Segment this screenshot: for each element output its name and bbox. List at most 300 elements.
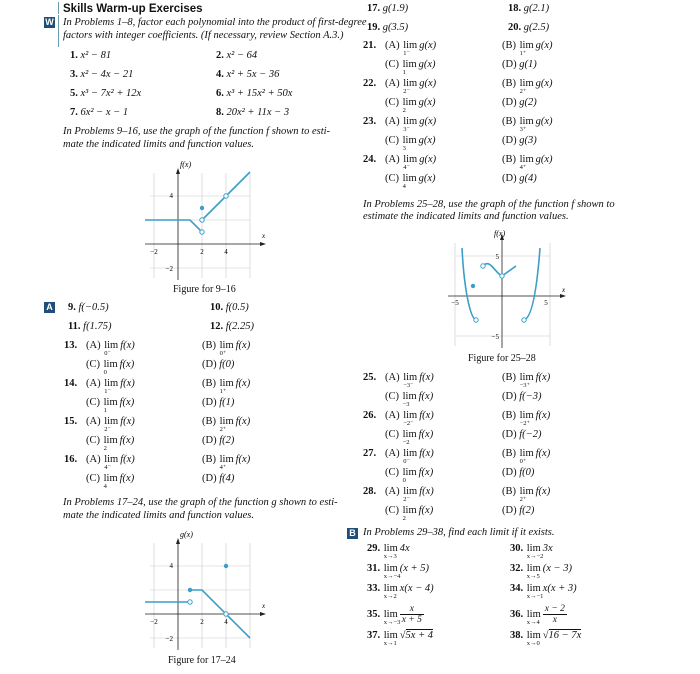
problem-number: 7. xyxy=(70,107,78,118)
function-value: f(−3) xyxy=(519,391,542,402)
option-label: (A) xyxy=(385,486,400,497)
option-label: (A) xyxy=(86,340,101,351)
function-expr: f(x) xyxy=(535,486,551,497)
lim-word: lim xyxy=(403,372,418,383)
lim-operator xyxy=(219,454,234,471)
problem-item xyxy=(216,50,257,62)
option-a xyxy=(385,40,437,57)
lim-operator xyxy=(383,543,398,560)
problem-number: 28. xyxy=(363,486,377,497)
option-d xyxy=(502,97,537,109)
lim-operator xyxy=(402,391,417,408)
option-d xyxy=(502,505,534,517)
lim-operator xyxy=(383,583,398,600)
problem-item xyxy=(510,543,553,560)
option-label: (C) xyxy=(385,59,399,70)
option-label: (C) xyxy=(385,429,399,440)
x-label: x xyxy=(262,232,266,240)
lim-subscript: 0 xyxy=(402,477,406,484)
lim-operator xyxy=(402,97,417,114)
tick-label: 5 xyxy=(495,253,499,261)
tick-label: 4 xyxy=(224,248,228,256)
problem-item xyxy=(68,321,111,333)
problem-item xyxy=(210,302,249,314)
problem-expression: g(1.9) xyxy=(382,3,409,14)
lim-word: lim xyxy=(519,486,534,497)
lim-word: lim xyxy=(526,583,541,594)
lim-subscript: 4⁻ xyxy=(104,464,111,471)
option-label: (D) xyxy=(502,135,517,146)
lim-subscript: −3 xyxy=(402,401,410,408)
function-expr: g(x) xyxy=(535,40,553,51)
lim-subscript: 4 xyxy=(402,183,406,190)
lim-operator xyxy=(519,78,534,95)
problem-item xyxy=(510,604,567,625)
lim-subscript: −3⁺ xyxy=(519,382,530,389)
lim-operator xyxy=(402,59,417,76)
open-point xyxy=(200,218,204,222)
function-value: f(−2) xyxy=(519,429,542,440)
lim-operator xyxy=(519,40,534,57)
tick-label: 2 xyxy=(200,248,204,256)
y-label: f(x) xyxy=(180,160,192,169)
function-expr: f(x) xyxy=(119,397,135,408)
option-d xyxy=(502,467,534,479)
tick-label: 4 xyxy=(224,618,228,626)
option-b xyxy=(502,40,553,57)
lim-subscript: x→−4 xyxy=(383,573,401,580)
tick-label: −5 xyxy=(451,299,459,307)
option-c xyxy=(385,97,436,114)
function-expr: g(x) xyxy=(535,116,553,127)
lim-subscript: 3 xyxy=(402,145,406,152)
problem-expression: g(3.5) xyxy=(382,22,409,33)
problem-item xyxy=(216,107,289,119)
option-label: (A) xyxy=(86,416,101,427)
problem-expression: f(0.5) xyxy=(225,302,249,313)
problem-number: 5. xyxy=(70,88,78,99)
lim-word: lim xyxy=(403,78,418,89)
lim-operator xyxy=(402,429,417,446)
graph-curve-middle xyxy=(483,264,516,276)
option-a xyxy=(385,448,434,465)
grid xyxy=(455,243,550,346)
problem-expression: (x − 3) xyxy=(542,563,573,574)
option-label: (B) xyxy=(502,154,516,165)
lim-subscript: 0⁺ xyxy=(519,458,527,465)
function-expr: f(x) xyxy=(535,410,551,421)
function-expr: f(x) xyxy=(418,505,434,516)
lim-subscript: 2 xyxy=(103,445,107,452)
problem-expression: x(x − 4) xyxy=(399,583,434,594)
option-label: (B) xyxy=(502,116,516,127)
problem-item xyxy=(367,583,434,600)
function-expr: g(x) xyxy=(535,78,553,89)
section-title: Skills Warm-up Exercises xyxy=(63,3,203,15)
lim-operator xyxy=(403,116,418,133)
option-a xyxy=(86,416,135,433)
lim-subscript: 3⁻ xyxy=(403,126,410,133)
lim-word: lim xyxy=(219,454,234,465)
lim-subscript: 1 xyxy=(402,69,406,76)
fraction xyxy=(400,604,424,625)
lim-subscript: x→3 xyxy=(383,553,397,560)
problem-item xyxy=(210,321,254,333)
option-a xyxy=(385,154,437,171)
lim-operator xyxy=(383,608,401,626)
problem-number: 6. xyxy=(216,88,224,99)
option-label: (A) xyxy=(385,116,400,127)
option-b xyxy=(502,486,551,503)
option-d xyxy=(502,135,537,147)
function-value: g(2) xyxy=(519,97,537,108)
problem-expression: x³ + 15x² + 50x xyxy=(226,88,293,99)
lim-subscript: x→1 xyxy=(383,640,397,647)
function-value: f(2) xyxy=(519,505,535,516)
problem-item xyxy=(70,88,141,100)
grid xyxy=(150,543,250,648)
function-expr: f(x) xyxy=(120,340,135,351)
problem-number: 36. xyxy=(510,608,524,620)
problem-expression: f(−0.5) xyxy=(78,302,109,313)
lim-operator xyxy=(519,486,534,503)
lim-subscript: x→0 xyxy=(526,640,540,647)
lim-subscript: −2⁻ xyxy=(403,420,414,427)
lim-word: lim xyxy=(219,340,234,351)
lim-word: lim xyxy=(519,116,534,127)
lim-word: lim xyxy=(219,378,234,389)
lim-subscript: 4⁺ xyxy=(519,164,527,171)
lim-operator xyxy=(103,359,118,376)
tick-label: −2 xyxy=(165,635,173,643)
lim-word: lim xyxy=(383,608,398,620)
tick-label: −2 xyxy=(150,618,158,626)
lim-operator xyxy=(104,340,119,357)
lim-subscript: 2⁺ xyxy=(219,426,227,433)
lim-operator xyxy=(219,416,234,433)
option-label: (B) xyxy=(202,416,216,427)
warmup-badge: W xyxy=(45,17,54,27)
lim-word: lim xyxy=(104,378,119,389)
lim-word: lim xyxy=(383,583,398,594)
problem-number: 14. xyxy=(64,378,78,389)
problem-expression: x² − 4x − 21 xyxy=(80,69,134,80)
option-a xyxy=(385,116,437,133)
intro-17-24-line-1: In Problems 17–24, use the graph of the function g shown to esti- xyxy=(63,497,338,508)
lim-subscript: x→−1 xyxy=(526,593,544,600)
problem-item xyxy=(510,563,573,580)
problem-item xyxy=(367,543,410,560)
option-label: (C) xyxy=(86,359,100,370)
figure-caption-25-28: Figure for 25–28 xyxy=(468,353,536,364)
option-b xyxy=(502,154,553,171)
open-point xyxy=(200,230,204,234)
lim-word: lim xyxy=(403,486,418,497)
y-label: f(x) xyxy=(494,229,506,238)
function-value: g(1) xyxy=(519,59,537,70)
lim-operator xyxy=(383,563,401,580)
tick-label: 5 xyxy=(544,299,548,307)
problem-number: 18. xyxy=(508,3,522,14)
option-d xyxy=(202,435,234,447)
level-b-badge: B xyxy=(347,528,358,539)
lim-operator xyxy=(526,563,541,580)
problem-number: 20. xyxy=(508,22,522,33)
option-b xyxy=(502,410,551,427)
option-a xyxy=(86,378,135,395)
header-rule xyxy=(58,2,59,14)
tick-label: 4 xyxy=(169,562,173,570)
problem-expression: x² + 5x − 36 xyxy=(226,69,280,80)
lim-word: lim xyxy=(519,154,534,165)
option-b xyxy=(502,448,551,465)
radical-icon: √ xyxy=(399,630,406,641)
open-point xyxy=(500,274,504,278)
open-point xyxy=(481,264,485,268)
lim-subscript: x→5 xyxy=(526,573,540,580)
problem-expression: x² − 64 xyxy=(226,50,258,61)
problem-number: 3. xyxy=(70,69,78,80)
option-c xyxy=(86,397,135,414)
grid xyxy=(150,173,250,278)
lim-word: lim xyxy=(402,173,417,184)
lim-subscript: −2⁺ xyxy=(519,420,530,427)
function-value: g(3) xyxy=(519,135,537,146)
problem-expression: f(2.25) xyxy=(225,321,255,332)
problem-number: 10. xyxy=(210,302,224,313)
problem-item xyxy=(68,302,109,314)
lim-operator xyxy=(526,543,544,560)
lim-word: lim xyxy=(402,505,417,516)
problem-number: 34. xyxy=(510,583,524,594)
option-c xyxy=(385,467,434,484)
lim-operator xyxy=(519,154,534,171)
lim-word: lim xyxy=(103,435,118,446)
lim-operator xyxy=(383,630,398,647)
open-point xyxy=(522,318,526,322)
intro-line-2: factors with integer coefficients. (If necessary, review Section A.3.) xyxy=(63,30,344,41)
function-expr: f(x) xyxy=(419,486,434,497)
option-label: (D) xyxy=(502,429,517,440)
option-label: (D) xyxy=(502,173,517,184)
option-c xyxy=(385,173,436,190)
option-c xyxy=(385,135,436,152)
lim-operator xyxy=(403,410,418,427)
function-expr: f(x) xyxy=(418,429,434,440)
lim-word: lim xyxy=(383,543,398,554)
problem-number: 15. xyxy=(64,416,78,427)
lim-subscript: −3⁻ xyxy=(403,382,414,389)
graph-curve-right xyxy=(524,248,540,320)
problem-item xyxy=(367,630,434,647)
open-point xyxy=(474,318,478,322)
closed-point xyxy=(471,284,475,288)
lim-subscript: 4⁻ xyxy=(403,164,410,171)
lim-word: lim xyxy=(526,608,541,620)
option-d xyxy=(202,359,234,371)
problem-number: 22. xyxy=(363,78,377,89)
problem-expression: 20x² + 11x − 3 xyxy=(226,107,290,118)
lim-word: lim xyxy=(519,410,534,421)
intro-25-28-line-2: estimate the indicated limits and function values. xyxy=(363,211,569,222)
lim-word: lim xyxy=(104,454,119,465)
function-expr: f(x) xyxy=(119,473,135,484)
problem-number: 1. xyxy=(70,50,78,61)
function-expr: g(x) xyxy=(418,97,436,108)
option-d xyxy=(502,391,541,403)
option-label: (C) xyxy=(385,135,399,146)
option-a xyxy=(86,454,135,471)
open-point xyxy=(224,612,228,616)
option-label: (A) xyxy=(385,154,400,165)
option-label: (D) xyxy=(202,359,217,370)
function-value: f(1) xyxy=(219,397,235,408)
level-a-badge: A xyxy=(44,302,55,313)
problem-number: 19. xyxy=(367,22,381,33)
problem-item xyxy=(367,22,408,34)
lim-subscript: 0 xyxy=(103,369,107,376)
lim-operator xyxy=(402,467,417,484)
option-label: (B) xyxy=(502,448,516,459)
function-value: f(4) xyxy=(219,473,235,484)
function-expr: f(x) xyxy=(235,340,251,351)
problem-item xyxy=(367,563,430,580)
function-expr: f(x) xyxy=(535,448,551,459)
problem-number: 35. xyxy=(367,608,381,620)
problem-expression: x³ − 7x² + 12x xyxy=(80,88,142,99)
function-expr: f(x) xyxy=(418,467,434,478)
lim-subscript: 1⁻ xyxy=(104,388,111,395)
function-expr: f(x) xyxy=(535,372,551,383)
lim-operator xyxy=(519,410,534,427)
tick-label: −2 xyxy=(150,248,158,256)
lim-subscript: 0⁻ xyxy=(403,458,410,465)
function-expr: f(x) xyxy=(119,435,135,446)
lim-word: lim xyxy=(402,429,417,440)
tick-label: 4 xyxy=(169,192,173,200)
option-a xyxy=(385,372,434,389)
option-label: (C) xyxy=(385,391,399,402)
problem-number: 37. xyxy=(367,630,381,641)
tick-label: 2 xyxy=(200,618,204,626)
option-d xyxy=(202,473,234,485)
lim-word: lim xyxy=(383,563,398,574)
option-label: (D) xyxy=(502,97,517,108)
lim-operator xyxy=(526,630,541,647)
problem-item xyxy=(70,69,133,81)
problem-expression: 6x² − x − 1 xyxy=(80,107,129,118)
closed-point xyxy=(188,588,192,592)
option-label: (C) xyxy=(86,397,100,408)
lim-operator xyxy=(103,473,118,490)
lim-operator xyxy=(104,416,119,433)
option-d xyxy=(502,59,537,71)
lim-subscript: 1 xyxy=(103,407,107,414)
problem-item xyxy=(216,88,292,100)
lim-subscript: x→−2 xyxy=(526,553,544,560)
function-expr: f(x) xyxy=(235,378,251,389)
option-label: (D) xyxy=(202,397,217,408)
option-label: (B) xyxy=(202,378,216,389)
option-label: (A) xyxy=(385,448,400,459)
function-value: f(0) xyxy=(519,467,535,478)
problem-number: 13. xyxy=(64,340,78,351)
option-a xyxy=(385,486,434,503)
problem-expression: 4x xyxy=(399,543,410,554)
lim-word: lim xyxy=(103,473,118,484)
lim-subscript: 3⁺ xyxy=(519,126,527,133)
lim-word: lim xyxy=(402,135,417,146)
option-label: (A) xyxy=(86,378,101,389)
option-label: (B) xyxy=(502,486,516,497)
lim-operator xyxy=(526,583,544,600)
function-value: f(0) xyxy=(219,359,235,370)
option-c xyxy=(385,505,434,522)
lim-operator xyxy=(519,372,534,389)
x-label: x xyxy=(262,602,266,610)
intro-29-38: In Problems 29–38, find each limit if it exists. xyxy=(363,527,555,538)
function-expr: g(x) xyxy=(418,59,436,70)
problem-number: 16. xyxy=(64,454,78,465)
graph-figure-17-24 xyxy=(140,528,270,653)
problem-number: 27. xyxy=(363,448,377,459)
lim-word: lim xyxy=(103,397,118,408)
function-expr: g(x) xyxy=(419,78,437,89)
intro-9-16-line-2: mate the indicated limits and function values. xyxy=(63,139,255,150)
lim-subscript: 2⁻ xyxy=(403,88,410,95)
lim-word: lim xyxy=(103,359,118,370)
problem-number: 38. xyxy=(510,630,524,641)
option-label: (B) xyxy=(202,340,216,351)
lim-operator xyxy=(402,135,417,152)
problem-item xyxy=(510,630,582,647)
lim-word: lim xyxy=(403,116,418,127)
option-label: (A) xyxy=(385,40,400,51)
graph-figure-9-16 xyxy=(140,158,270,283)
option-d xyxy=(502,173,537,185)
option-label: (C) xyxy=(385,505,399,516)
lim-subscript: 1⁺ xyxy=(519,50,527,57)
lim-word: lim xyxy=(519,448,534,459)
function-expr: f(x) xyxy=(120,378,135,389)
option-b xyxy=(502,372,551,389)
problem-number: 31. xyxy=(367,563,381,574)
option-b xyxy=(202,340,251,357)
lim-subscript: x→2 xyxy=(383,593,397,600)
option-label: (A) xyxy=(385,410,400,421)
intro-25-28-line-1: In Problems 25–28, use the graph of the function f shown to xyxy=(363,199,615,210)
problem-number: 17. xyxy=(367,3,381,14)
lim-word: lim xyxy=(402,391,417,402)
tick-label: −5 xyxy=(491,333,499,341)
lim-subscript: 2⁺ xyxy=(519,88,527,95)
option-c xyxy=(86,473,135,490)
option-c xyxy=(385,429,434,446)
option-d xyxy=(502,429,541,441)
problem-number: 21. xyxy=(363,40,377,51)
option-label: (D) xyxy=(502,467,517,478)
lim-operator xyxy=(519,116,534,133)
function-expr: f(x) xyxy=(235,416,251,427)
lim-word: lim xyxy=(403,40,418,51)
lim-operator xyxy=(219,378,234,395)
closed-point xyxy=(200,206,204,210)
lim-subscript: 0⁺ xyxy=(219,350,227,357)
intro-9-16-line-1: In Problems 9–16, use the graph of the function f shown to esti- xyxy=(63,126,331,137)
lim-subscript: 4⁺ xyxy=(219,464,227,471)
lim-word: lim xyxy=(519,40,534,51)
fraction xyxy=(543,604,567,625)
